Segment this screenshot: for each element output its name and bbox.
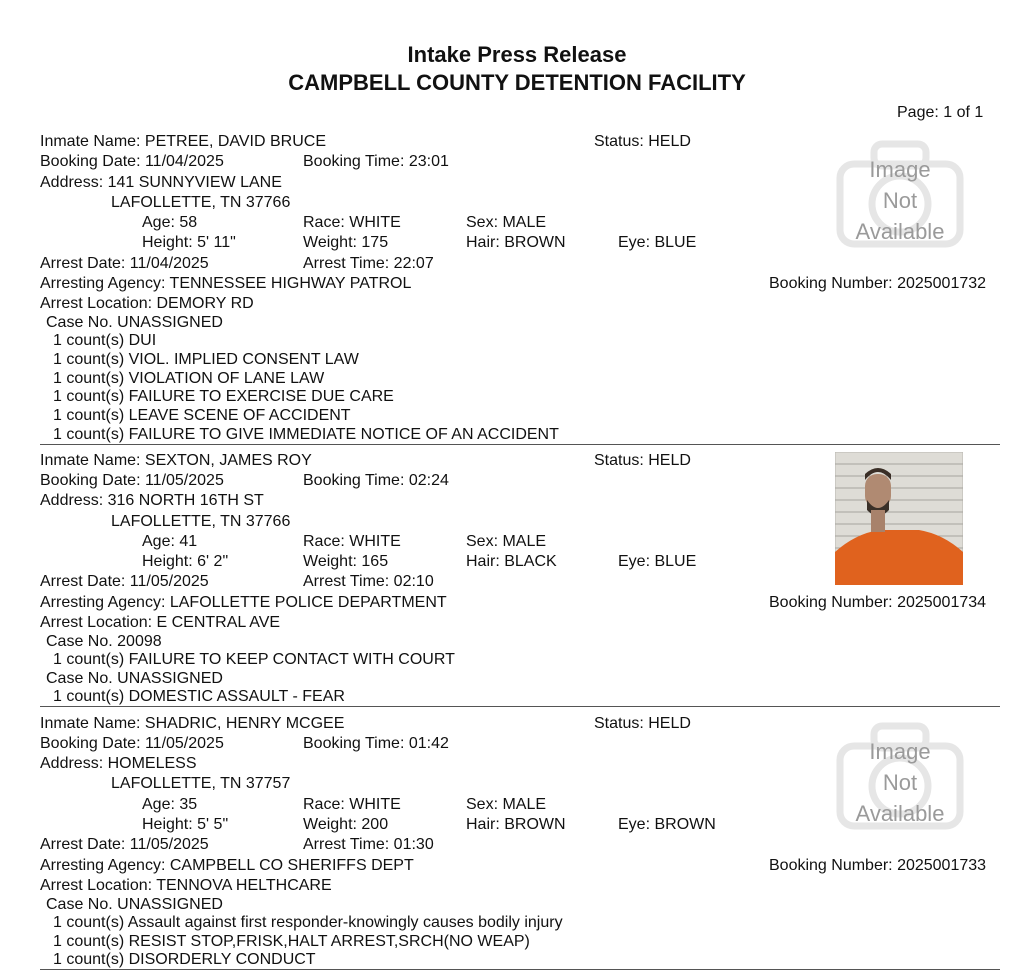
address-line1: Address: 141 SUNNYVIEW LANE <box>40 174 282 191</box>
arrest-time: Arrest Time: 02:10 <box>303 573 434 590</box>
inmate-status: Status: HELD <box>594 452 691 469</box>
inmate-name: Inmate Name: SHADRIC, HENRY MCGEE <box>40 715 345 732</box>
charge-line: 1 count(s) DOMESTIC ASSAULT - FEAR <box>53 688 345 705</box>
age: Age: 41 <box>142 533 198 550</box>
weight: Weight: 175 <box>303 234 389 251</box>
eye: Eye: BLUE <box>618 234 697 251</box>
charge-line: 1 count(s) DISORDERLY CONDUCT <box>53 951 316 968</box>
hair: Hair: BROWN <box>466 234 566 251</box>
case-number: Case No. UNASSIGNED <box>46 314 223 331</box>
address-line2: LAFOLLETTE, TN 37757 <box>111 775 291 792</box>
address-line1: Address: HOMELESS <box>40 755 197 772</box>
race: Race: WHITE <box>303 533 401 550</box>
height: Height: 5' 11" <box>142 234 236 251</box>
charge-line: 1 count(s) LEAVE SCENE OF ACCIDENT <box>53 407 351 424</box>
record-divider <box>40 706 1000 707</box>
booking-number: Booking Number: 2025001734 <box>769 594 987 611</box>
race: Race: WHITE <box>303 214 401 231</box>
record-divider <box>40 444 1000 445</box>
address-line1: Address: 316 NORTH 16TH ST <box>40 492 264 509</box>
inmate-name: Inmate Name: SEXTON, JAMES ROY <box>40 452 312 469</box>
weight: Weight: 200 <box>303 816 389 833</box>
booking-number: Booking Number: 2025001733 <box>769 857 987 874</box>
image-not-available-placeholder <box>836 720 964 832</box>
placeholder-text: Image Not Available <box>855 739 945 826</box>
case-number: Case No. UNASSIGNED <box>46 896 223 913</box>
arrest-location: Arrest Location: TENNOVA HELTHCARE <box>40 877 332 894</box>
charge-line: 1 count(s) VIOL. IMPLIED CONSENT LAW <box>53 351 359 368</box>
age: Age: 35 <box>142 796 198 813</box>
case-number: Case No. 20098 <box>46 633 162 650</box>
booking-number: Booking Number: 2025001732 <box>769 275 987 292</box>
inmate-photo <box>835 452 963 585</box>
arrest-date: Arrest Date: 11/04/2025 <box>40 255 209 272</box>
eye: Eye: BROWN <box>618 816 716 833</box>
arrest-location: Arrest Location: DEMORY RD <box>40 295 254 312</box>
record-divider <box>40 969 1000 970</box>
charge-line: 1 count(s) DUI <box>53 332 157 349</box>
arrest-location: Arrest Location: E CENTRAL AVE <box>40 614 281 631</box>
inmate-status: Status: HELD <box>594 133 691 150</box>
booking-date: Booking Date: 11/05/2025 <box>40 472 224 489</box>
hair: Hair: BLACK <box>466 553 557 570</box>
arrest-date: Arrest Date: 11/05/2025 <box>40 573 209 590</box>
facility-title: CAMPBELL COUNTY DETENTION FACILITY <box>288 70 746 95</box>
booking-date: Booking Date: 11/04/2025 <box>40 153 224 170</box>
arresting-agency: Arresting Agency: LAFOLLETTE POLICE DEPARTMENT <box>40 594 447 611</box>
placeholder-text: Image Not Available <box>855 157 945 244</box>
page-number: Page: 1 of 1 <box>897 104 984 121</box>
booking-time: Booking Time: 23:01 <box>303 153 449 170</box>
booking-time: Booking Time: 02:24 <box>303 472 449 489</box>
inmate-name: Inmate Name: PETREE, DAVID BRUCE <box>40 133 326 150</box>
charge-line: 1 count(s) FAILURE TO KEEP CONTACT WITH COURT <box>53 651 455 668</box>
charge-line: 1 count(s) RESIST STOP,FRISK,HALT ARREST,SRCH(NO WEAP) <box>53 933 530 950</box>
booking-time: Booking Time: 01:42 <box>303 735 449 752</box>
race: Race: WHITE <box>303 796 401 813</box>
address-line2: LAFOLLETTE, TN 37766 <box>111 194 291 211</box>
eye: Eye: BLUE <box>618 553 697 570</box>
height: Height: 6' 2" <box>142 553 229 570</box>
charge-line: 1 count(s) VIOLATION OF LANE LAW <box>53 370 325 387</box>
charge-line: 1 count(s) FAILURE TO EXERCISE DUE CARE <box>53 388 394 405</box>
inmate-status: Status: HELD <box>594 715 691 732</box>
sex: Sex: MALE <box>466 214 547 231</box>
charge-line: 1 count(s) FAILURE TO GIVE IMMEDIATE NOTICE OF AN ACCIDENT <box>53 426 559 443</box>
arresting-agency: Arresting Agency: CAMPBELL CO SHERIFFS DEPT <box>40 857 414 874</box>
arresting-agency: Arresting Agency: TENNESSEE HIGHWAY PATROL <box>40 275 412 292</box>
image-not-available-placeholder <box>836 138 964 250</box>
arrest-time: Arrest Time: 22:07 <box>303 255 434 272</box>
hair: Hair: BROWN <box>466 816 566 833</box>
arrest-date: Arrest Date: 11/05/2025 <box>40 836 209 853</box>
case-number: Case No. UNASSIGNED <box>46 670 223 687</box>
age: Age: 58 <box>142 214 198 231</box>
arrest-time: Arrest Time: 01:30 <box>303 836 434 853</box>
sex: Sex: MALE <box>466 796 547 813</box>
weight: Weight: 165 <box>303 553 389 570</box>
charge-line: 1 count(s) Assault against first responder-knowingly causes bodily injury <box>53 914 563 931</box>
page-title: Intake Press Release <box>407 42 627 67</box>
booking-date: Booking Date: 11/05/2025 <box>40 735 224 752</box>
sex: Sex: MALE <box>466 533 547 550</box>
height: Height: 5' 5" <box>142 816 229 833</box>
address-line2: LAFOLLETTE, TN 37766 <box>111 513 291 530</box>
